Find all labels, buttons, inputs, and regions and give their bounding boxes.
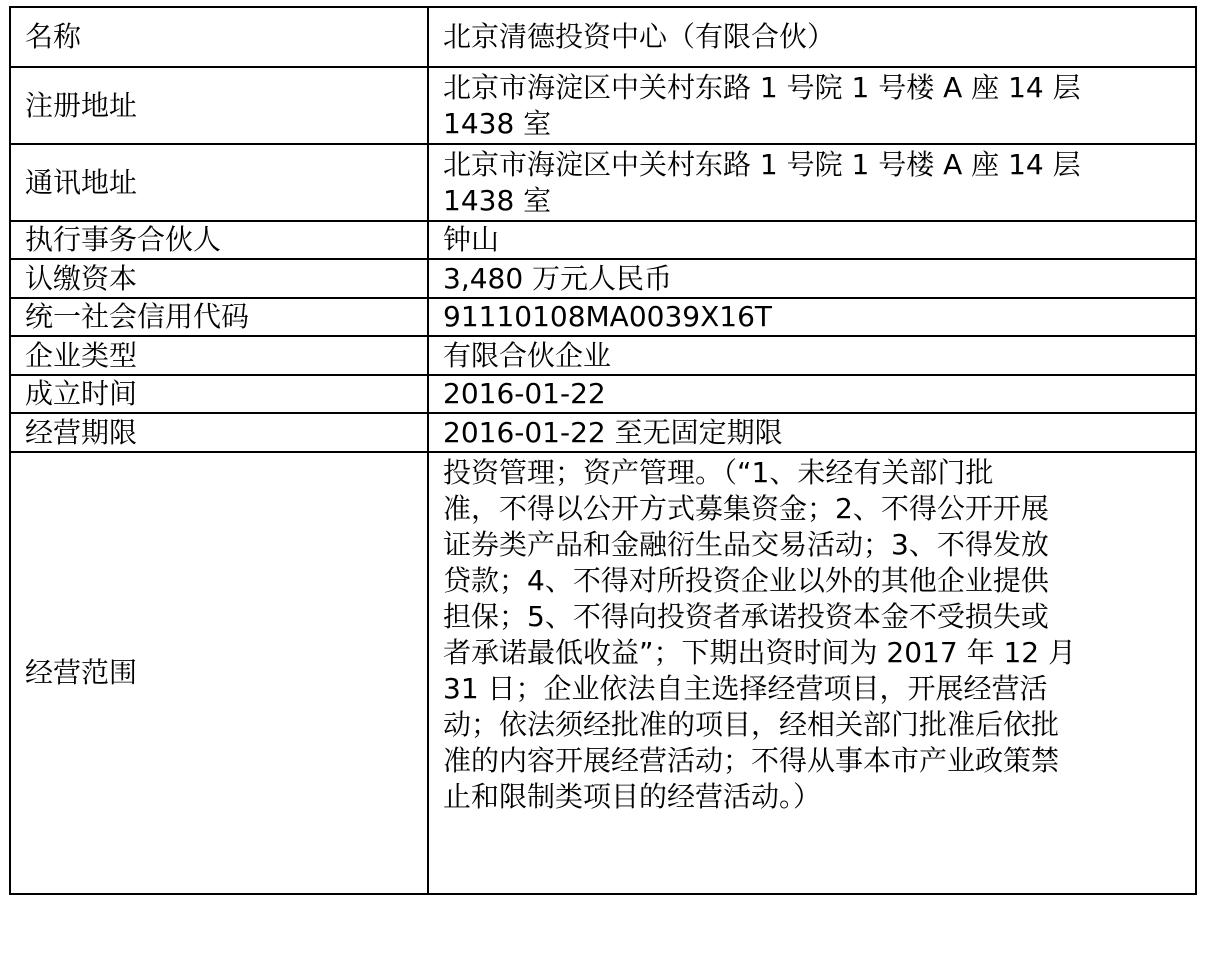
label-registered-address: 注册地址: [10, 67, 428, 144]
value-subscribed-capital: [428, 259, 1196, 298]
business-scope-line-3: 证券类产品和金融衍生品交易活动；3、不得发放: [443, 528, 1049, 561]
label-mailing-address: 通讯地址: [10, 144, 428, 221]
value-name-line: 北京清德投资中心（有限合伙）: [443, 20, 836, 53]
row-registered-address: [10, 67, 1196, 144]
value-name: [428, 7, 1196, 67]
value-credit-code-line: 91110108MA0039X16T: [443, 300, 772, 333]
value-registered-address-line-1: 北京市海淀区中关村东路 1 号院 1 号楼 A 座 14 层: [443, 70, 1081, 104]
label-subscribed-capital: 认缴资本: [10, 259, 428, 298]
label-executive-partner: 执行事务合伙人: [10, 221, 428, 259]
label-established-date: 成立时间: [10, 375, 428, 413]
value-executive-partner: [428, 221, 1196, 259]
row-operating-period: [10, 413, 1196, 452]
business-scope-line-7: 31 日；企业依法自主选择经营项目，开展经营活: [443, 672, 1048, 705]
label-enterprise-type: 企业类型: [10, 336, 428, 375]
row-name: [10, 7, 1196, 67]
company-info-table: [9, 6, 1197, 895]
row-subscribed-capital: [10, 259, 1196, 298]
value-operating-period-line: 2016-01-22 至无固定期限: [443, 415, 783, 449]
label-operating-period: 经营期限: [10, 413, 428, 452]
business-scope-line-4: 贷款；4、不得对所投资企业以外的其他企业提供: [443, 564, 1049, 597]
row-mailing-address: [10, 144, 1196, 221]
value-registered-address-line-2: 1438 室: [443, 106, 552, 140]
company-info-table-wrapper: [9, 6, 1195, 895]
value-business-scope: [428, 452, 1196, 894]
value-mailing-address-line-1: 北京市海淀区中关村东路 1 号院 1 号楼 A 座 14 层: [443, 147, 1081, 181]
business-scope-line-2: 准，不得以公开方式募集资金；2、不得公开开展: [443, 492, 1049, 525]
row-enterprise-type: [10, 336, 1196, 375]
value-established-date-line: 2016-01-22: [443, 377, 606, 410]
business-scope-line-5: 担保；5、不得向投资者承诺投资本金不受损失或: [443, 600, 1049, 633]
value-enterprise-type-line: 有限合伙企业: [443, 338, 612, 372]
value-mailing-address-line-2: 1438 室: [443, 183, 552, 217]
business-scope-line-8: 动；依法须经批准的项目，经相关部门批准后依批: [443, 708, 1060, 741]
business-scope-line-6: 者承诺最低收益”；下期出资时间为 2017 年 12 月: [443, 636, 1076, 669]
value-established-date: [428, 375, 1196, 413]
row-credit-code: [10, 298, 1196, 336]
value-enterprise-type: [428, 336, 1196, 375]
row-business-scope: [10, 452, 1196, 894]
label-credit-code: 统一社会信用代码: [10, 298, 428, 336]
value-subscribed-capital-line: 3,480 万元人民币: [443, 261, 673, 295]
business-scope-line-10: 止和限制类项目的经营活动。）: [443, 780, 822, 813]
label-name: 名称: [10, 7, 428, 67]
value-registered-address: [428, 67, 1196, 144]
row-executive-partner: [10, 221, 1196, 259]
business-scope-line-1: 投资管理；资产管理。（“1、未经有关部门批: [443, 456, 994, 489]
value-executive-partner-line: 钟山: [443, 223, 500, 256]
label-business-scope: 经营范围: [10, 452, 428, 894]
row-established-date: [10, 375, 1196, 413]
value-operating-period: [428, 413, 1196, 452]
business-scope-line-9: 准的内容开展经营活动；不得从事本市产业政策禁: [443, 744, 1060, 777]
value-credit-code: [428, 298, 1196, 336]
value-mailing-address: [428, 144, 1196, 221]
